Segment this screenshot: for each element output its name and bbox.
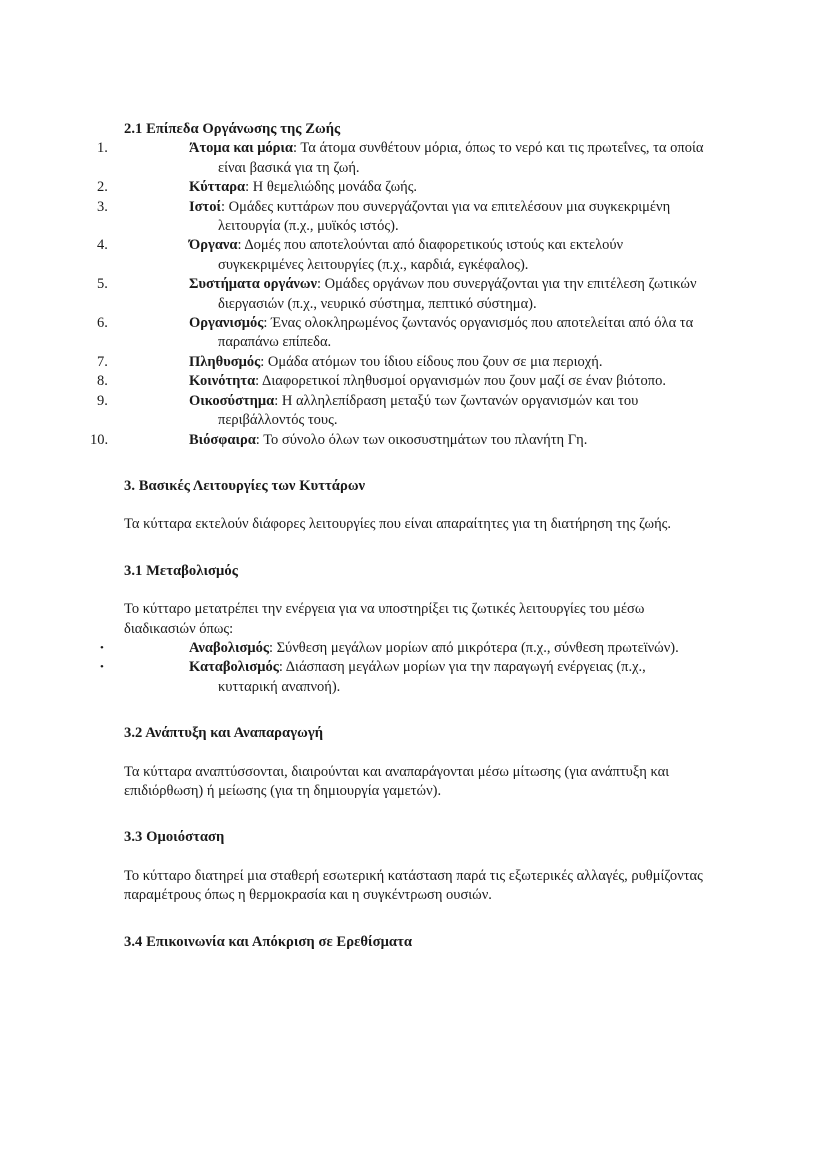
- list-text: : Ομάδα ατόμων του ίδιου είδους που ζουν σε μια περιοχή.: [260, 353, 603, 370]
- paragraph-3-1: Το κύτταρο μετατρέπει την ενέργεια για να υποστηρίξει τις ζωτικές λειτουργίες του μέσω διαδικασιών όπως:: [124, 601, 645, 637]
- list-term: Κύτταρα: [189, 179, 246, 196]
- list-text: : Διαφορετικοί πληθυσμοί οργανισμών που ζουν μαζί σε έναν βιότοπο.: [255, 373, 666, 390]
- list-term: Πληθυσμός: [189, 353, 261, 370]
- list-text: : Σύνθεση μεγάλων μορίων από μικρότερα (π.χ., σύνθεση πρωτεϊνών).: [268, 639, 679, 656]
- list-marker: 8.: [97, 373, 108, 390]
- list-item: [97, 372, 704, 391]
- paragraph-3: Τα κύτταρα εκτελούν διάφορες λειτουργίες που είναι απαραίτητες για τη διατήρηση της ζωής.: [124, 516, 672, 533]
- list-text: : Δομές που αποτελούνται από διαφορετικούς ιστούς και εκτελούν συγκεκριμένες λειτουργίες (π.χ., καρδιά, εγκέφαλος).: [218, 237, 624, 273]
- list-text: : Διάσπαση μεγάλων μορίων για την παραγωγή ενέργειας (π.χ., κυτταρική αναπνοή).: [218, 659, 646, 695]
- list-marker: 5.: [97, 276, 108, 293]
- heading-3-3: 3.3 Ομοιόσταση: [124, 829, 225, 846]
- list-term: Οργανισμός: [189, 315, 264, 332]
- metabolism-bullet-list: [100, 639, 704, 697]
- paragraph-3-2: Τα κύτταρα αναπτύσσονται, διαιρούνται και αναπαράγονται μέσω μίτωσης (για ανάπτυξη και επιδιόρθωση) ή μείωσης (για τη δημιουργία γαμετών).: [124, 763, 670, 799]
- list-term: Ιστοί: [189, 198, 221, 215]
- list-term: Κοινότητα: [189, 373, 256, 390]
- heading-3-1: 3.1 Μεταβολισμός: [124, 562, 238, 579]
- bullet-icon: •: [100, 661, 104, 674]
- list-term: Καταβολισμός: [189, 659, 279, 676]
- list-item: [90, 431, 704, 450]
- list-item: [97, 314, 704, 353]
- list-text: : Ομάδες κυττάρων που συνεργάζονται για να επιτελέσουν μια συγκεκριμένη λειτουργία (π.χ., μυϊκός ιστός).: [218, 198, 671, 235]
- list-text: : Η θεμελιώδης μονάδα ζωής.: [245, 179, 418, 196]
- list-term: Συστήματα οργάνων: [189, 276, 317, 293]
- list-term: Άτομα και μόρια: [189, 140, 294, 157]
- list-item: [97, 198, 704, 237]
- list-marker: 2.: [97, 179, 108, 196]
- list-term: Αναβολισμός: [189, 639, 269, 656]
- list-item: [97, 236, 704, 275]
- list-item: [97, 392, 704, 431]
- list-item: [100, 658, 704, 697]
- list-marker: 3.: [97, 198, 108, 215]
- list-term: Όργανα: [189, 237, 238, 254]
- organization-levels-list: [90, 139, 704, 450]
- list-marker: 7.: [97, 353, 108, 370]
- list-text: : Ένας ολοκληρωμένος ζωντανός οργανισμός που αποτελείται από όλα τα παραπάνω επίπεδα.: [218, 315, 694, 351]
- list-item: [97, 178, 704, 197]
- list-marker: 1.: [97, 140, 108, 157]
- list-item: [97, 275, 704, 314]
- list-item: [100, 639, 704, 658]
- document-body: [90, 120, 704, 952]
- list-marker: 9.: [97, 392, 108, 409]
- list-text: : Τα άτομα συνθέτουν μόρια, όπως το νερό και τις πρωτεΐνες, τα οποία είναι βασικά για τη ζωή.: [218, 140, 704, 176]
- list-marker: 6.: [97, 315, 108, 332]
- list-text: : Η αλληλεπίδραση μεταξύ των ζωντανών οργανισμών και του περιβάλλοντός τους.: [218, 392, 639, 429]
- list-marker: 4.: [97, 237, 108, 254]
- list-item: [97, 139, 704, 178]
- heading-2-1: 2.1 Επίπεδα Οργάνωσης της Ζωής: [124, 121, 341, 137]
- paragraph-3-3: Το κύτταρο διατηρεί μια σταθερή εσωτερική κατάσταση παρά τις εξωτερικές αλλαγές, ρυθμίζοντας παραμέτρους όπως η θερμοκρασία και η συγκέντρωση ουσιών.: [124, 867, 703, 904]
- list-term: Οικοσύστημα: [189, 392, 275, 409]
- bullet-icon: •: [100, 641, 104, 654]
- list-text: : Το σύνολο όλων των οικοσυστημάτων του πλανήτη Γη.: [255, 431, 588, 448]
- list-term: Βιόσφαιρα: [189, 431, 256, 448]
- heading-3-2: 3.2 Ανάπτυξη και Αναπαραγωγή: [124, 725, 324, 742]
- list-text: : Ομάδες οργάνων που συνεργάζονται για την επιτέλεση ζωτικών διεργασιών (π.χ., νευρικό σύστημα, πεπτικό σύστημα).: [218, 276, 697, 312]
- heading-3: 3. Βασικές Λειτουργίες των Κυττάρων: [124, 477, 366, 494]
- list-item: [97, 353, 704, 372]
- list-marker: 10.: [90, 431, 109, 448]
- heading-3-4: 3.4 Επικοινωνία και Απόκριση σε Ερεθίσματα: [124, 933, 413, 950]
